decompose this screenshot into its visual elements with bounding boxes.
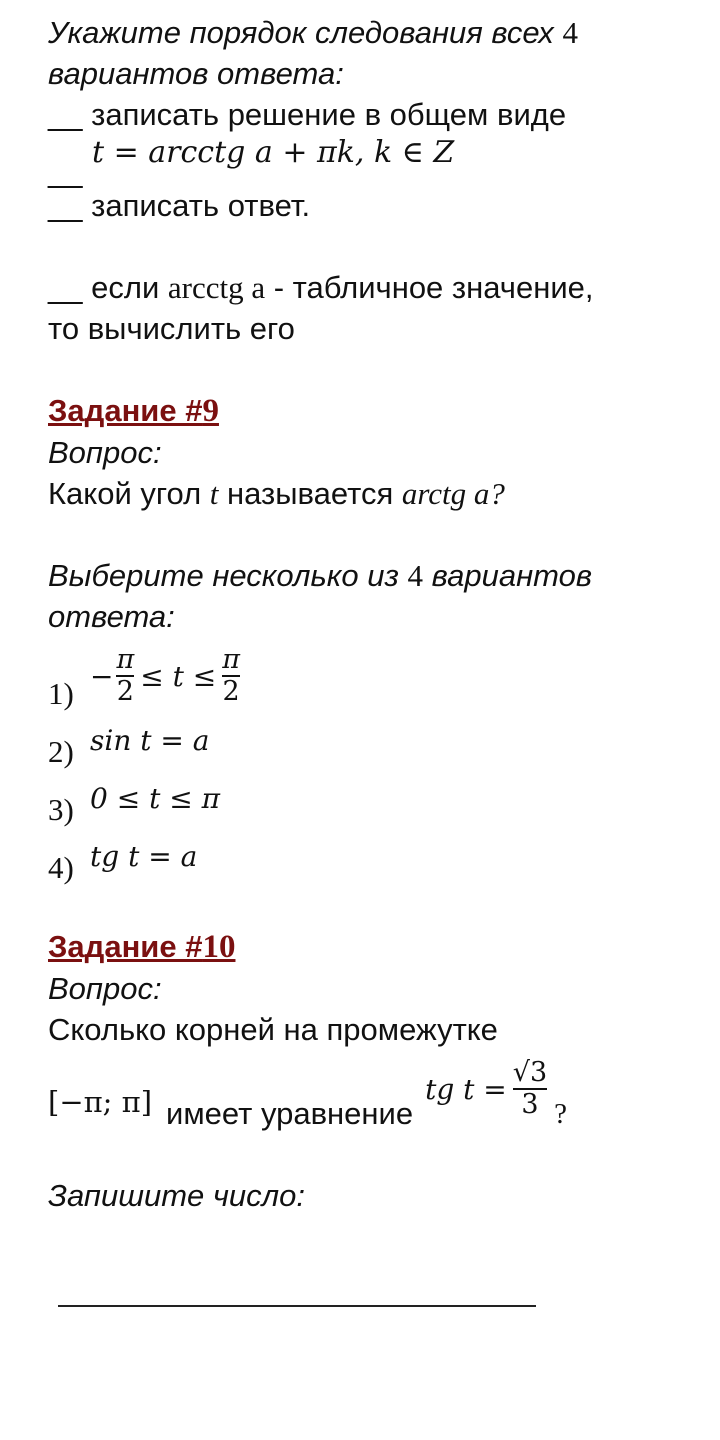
heading-number: 9 [202,393,219,429]
spacer [48,1134,688,1175]
equation [425,1058,550,1120]
option-index: 2) [48,734,74,769]
heading-label: Задание # [48,929,203,964]
fraction [513,1058,547,1120]
spacer [48,349,688,390]
option-3[interactable] [48,769,688,827]
fraction-denominator: 3 [521,1089,539,1120]
minus-sign: − [90,659,114,693]
fraction-denominator: 2 [116,676,134,707]
fraction-numerator: π [116,644,135,675]
option-index: 3) [48,792,74,827]
order-item-text: записать решение в общем виде [91,97,567,132]
question-text-line2 [48,1050,688,1134]
choose-suffix: вариантов [431,558,593,593]
spacer [48,885,688,926]
order-item-4-line2: то вычислить его [48,311,295,346]
order-item-formula: t = arcctg a + πk, k ∈ Z [92,135,455,170]
interval: [−π; π] [48,1085,153,1119]
order-blank[interactable]: __ [48,97,83,132]
quiz-page [48,12,688,1216]
choose-instruction [48,555,688,596]
order-item-text: записать ответ. [91,188,311,223]
task-heading-9[interactable] [48,390,688,432]
question-part: называется [227,476,394,511]
order-item-1[interactable] [48,94,688,135]
task8-instruction [48,12,688,53]
choose-prefix: Выберите несколько из [48,558,399,593]
question-label: Вопрос: [48,971,162,1006]
spacer [48,226,688,267]
choose-instruction-line2: ответа: [48,599,175,634]
fraction-numerator: π [222,644,240,675]
order-blank[interactable]: __ [48,154,83,189]
question-mark: ? [554,1098,568,1130]
fraction-numerator: √3 [512,1057,548,1088]
answer-input-line[interactable] [58,1305,536,1307]
question-formula: arctg a? [401,476,505,511]
order-blank[interactable]: __ [48,270,83,305]
fraction [116,645,134,707]
question-part: имеет уравнение [166,1096,414,1131]
equation-left: tg t = [425,1072,507,1106]
order-item-2[interactable] [48,135,688,189]
option-4[interactable] [48,827,688,885]
option-index: 4) [48,850,74,885]
answer-prompt: Запишите число: [48,1178,305,1213]
task-heading-10[interactable] [48,926,688,968]
question-var: t [209,476,219,511]
order-blank[interactable]: __ [48,188,83,223]
option-formula [90,645,243,707]
option-formula: 0 ≤ t ≤ π [90,782,220,815]
option-formula: tg t = a [90,840,198,873]
choose-count: 4 [407,558,424,593]
order-item-4[interactable] [48,267,688,308]
option-1[interactable] [48,637,688,711]
inequality: ≤ t ≤ [140,659,217,693]
question-text-line1: Сколько корней на промежутке [48,1012,498,1047]
heading-number: 10 [202,929,236,965]
task8-instruction-line2: вариантов ответа: [48,56,344,91]
instruction-count: 4 [562,15,578,50]
order-item-text: - табличное значение, [273,270,594,305]
option-2[interactable] [48,711,688,769]
spacer [48,514,688,555]
question-part: Какой угол [48,476,202,511]
heading-label: Задание # [48,393,203,428]
order-item-3[interactable] [48,185,688,226]
fraction-denominator: 2 [222,676,240,707]
question-label: Вопрос: [48,435,162,470]
order-item-formula: arcctg a [167,270,266,305]
instruction-prefix: Укажите порядок следования всех [48,15,554,50]
option-formula: sin t = a [90,724,210,757]
order-item-text: если [91,270,160,305]
fraction [222,645,240,707]
question-text [48,473,688,514]
option-index: 1) [48,676,74,711]
